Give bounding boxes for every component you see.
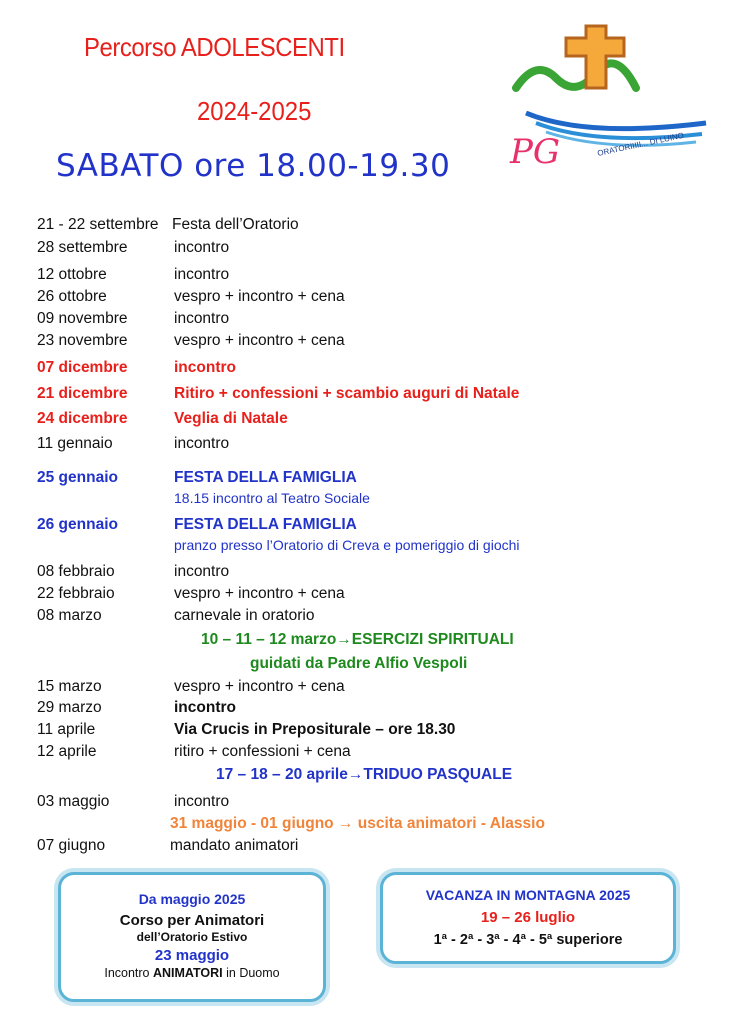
event-text: incontro (174, 435, 230, 452)
event-date: 26 gennaio (37, 516, 118, 533)
event-date: 08 marzo (37, 607, 102, 624)
event-text: Festa dell’Oratorio (172, 216, 299, 233)
event-text: incontro (174, 310, 230, 327)
event-date: 08 febbraio (37, 563, 115, 580)
event-date: 21 dicembre (37, 385, 128, 402)
box-course-sub: dell’Oratorio Estivo (136, 930, 248, 945)
triduo-pasquale: 17 – 18 – 20 aprile→TRIDUO PASQUALE (216, 766, 513, 783)
event-date: 12 aprile (37, 743, 97, 760)
event-date: 12 ottobre (37, 266, 107, 283)
uscita-animatori: 31 maggio - 01 giugno → uscita animatori - Alassio (170, 815, 545, 832)
vacanza-title: VACANZA IN MONTAGNA 2025 (425, 887, 631, 903)
event-text: vespro + incontro + cena (174, 288, 345, 305)
event-date: 26 ottobre (37, 288, 107, 305)
event-text: incontro (174, 239, 230, 256)
event-text: incontro (174, 266, 230, 283)
event-text: incontro (174, 563, 230, 580)
event-text: carnevale in oratorio (174, 607, 315, 624)
event-date: 11 gennaio (37, 435, 113, 452)
event-text: ritiro + confessioni + cena (174, 743, 351, 760)
event-subtext: pranzo presso l’Oratorio di Creva e pomeriggio di giochi (174, 537, 520, 553)
event-date: 09 novembre (37, 310, 128, 327)
animatori-course-box (58, 872, 326, 1002)
event-text: vespro + incontro + cena (174, 585, 345, 602)
event-date: 24 dicembre (37, 410, 128, 427)
box-course: Corso per Animatori (119, 911, 265, 929)
year-title: 2024-2025 (197, 96, 312, 126)
vacanza-dates: 19 – 26 luglio (480, 908, 576, 926)
event-text: incontro (174, 359, 236, 376)
event-text: vespro + incontro + cena (174, 678, 345, 695)
oratorio-logo (506, 18, 710, 178)
esercizi-spirituali: 10 – 11 – 12 marzo→ESERCIZI SPIRITUALI (201, 631, 514, 648)
event-text: Veglia di Natale (174, 410, 288, 427)
logo-letters: PG (510, 132, 561, 172)
vacanza-classes: 1ª - 2ª - 3ª - 4ª - 5ª superiore (433, 932, 623, 949)
event-subtext: 18.15 incontro al Teatro Sociale (174, 490, 370, 506)
event-text: FESTA DELLA FAMIGLIA (174, 469, 357, 486)
event-date: 29 marzo (37, 699, 102, 716)
box-heading: Da maggio 2025 (138, 891, 246, 907)
event-date: 21 - 22 settembre (37, 216, 159, 233)
event-date: 07 dicembre (37, 359, 128, 376)
event-text: vespro + incontro + cena (174, 332, 345, 349)
event-date: 03 maggio (37, 793, 110, 810)
event-text: incontro (174, 699, 236, 716)
event-text: Ritiro + confessioni + scambio auguri di Natale (174, 385, 520, 402)
event-text: Via Crucis in Prepositurale – ore 18.30 (174, 721, 456, 738)
page-title: Percorso ADOLESCENTI (84, 32, 345, 62)
event-text: incontro (174, 793, 230, 810)
esercizi-guide: guidati da Padre Alfio Vespoli (250, 655, 468, 672)
event-date: 11 aprile (37, 721, 96, 738)
schedule-subtitle: SABATO ore 18.00-19.30 (56, 148, 451, 184)
vacanza-box (380, 872, 676, 964)
box-meeting: Incontro ANIMATORI in Duomo (104, 966, 280, 980)
cross-icon (566, 26, 624, 88)
event-date: 23 novembre (37, 332, 128, 349)
hills-icon (516, 63, 636, 88)
event-text: FESTA DELLA FAMIGLIA (174, 516, 357, 533)
logo-caption: ORATORIIIII... DI LUINO (596, 130, 685, 158)
box-date: 23 maggio (154, 947, 230, 965)
event-date: 28 settembre (37, 239, 128, 256)
event-date: 07 giugno (37, 837, 106, 854)
event-date: 22 febbraio (37, 585, 115, 602)
event-date: 25 gennaio (37, 469, 118, 486)
event-date: 15 marzo (37, 678, 102, 695)
event-text: mandato animatori (170, 837, 299, 854)
